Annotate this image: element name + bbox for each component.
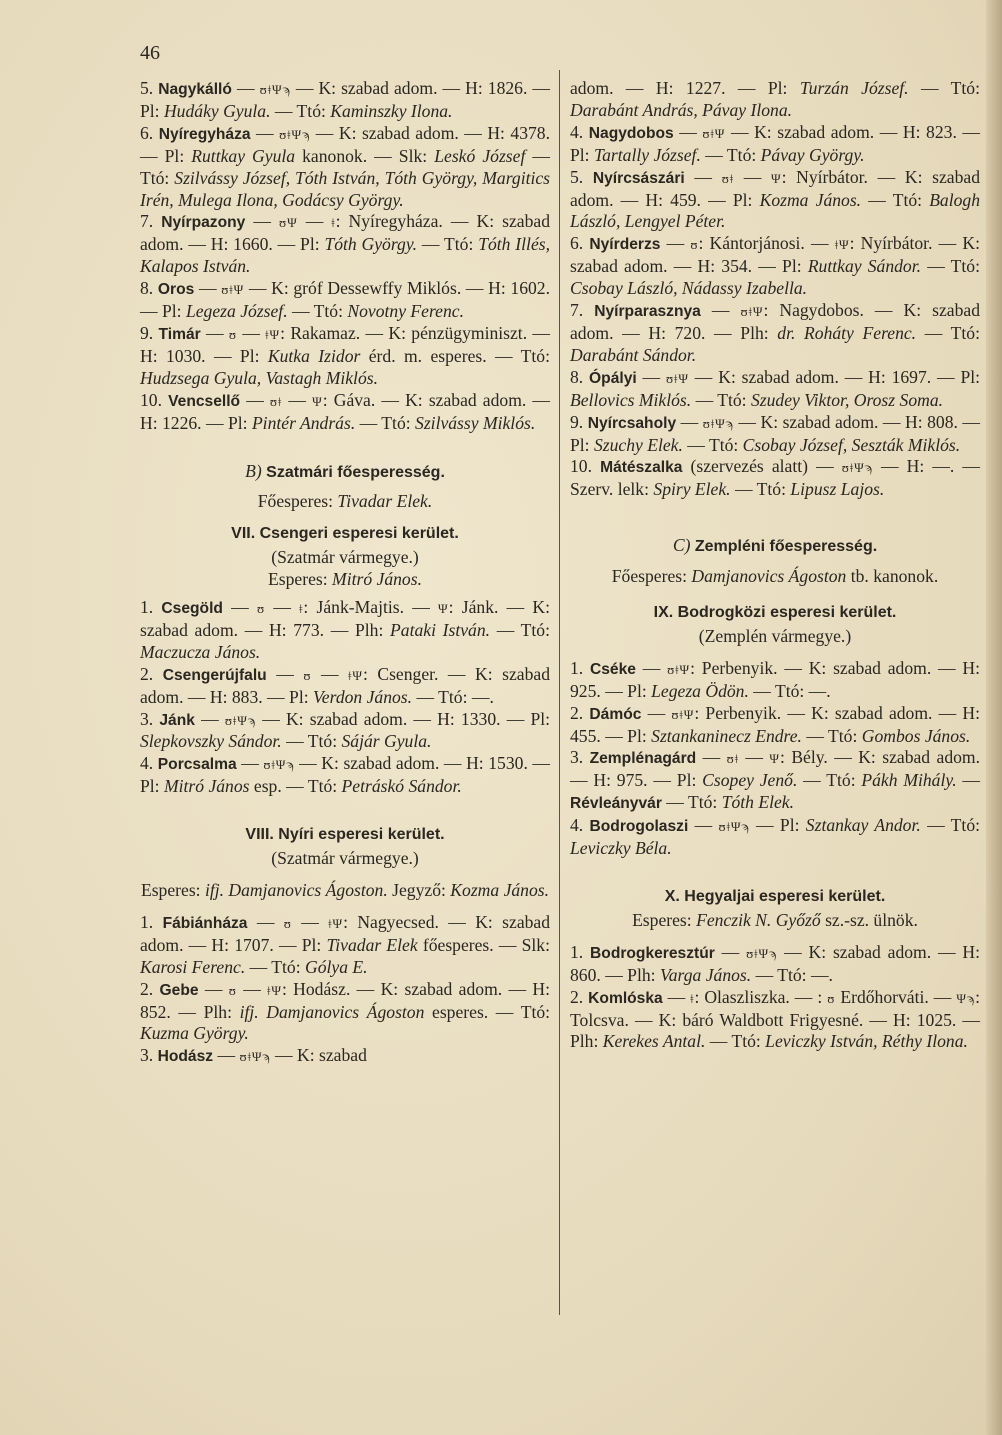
left-entries-a bbox=[140, 78, 550, 435]
parish-entry: 7. Nyírparasznya — ʊǂΨ: Nagydobos. — K: szabad adom. — H: 720. — Plh: dr. Roháty Ferenc. — Ttó: Darabánt Sándor. bbox=[570, 300, 981, 365]
district-vii-esperes: Esperes: Mitró János. bbox=[268, 569, 422, 590]
right-column bbox=[570, 78, 980, 1053]
parish-entry: 8. Ópályi — ʊǂΨ — K: szabad adom. — H: 1697. — Pl: Bellovics Miklós. — Ttó: Szudey Viktor, Orosz Soma. bbox=[570, 366, 981, 410]
parish-entry: 5. Nyírcsászári — ʊǂ — Ψ: Nyírbátor. — K: szabad adom. — H: 459. — Pl: Kozma János. — Ttó: Balogh László, Lengyel Péter. bbox=[570, 166, 981, 232]
parish-entry: 2. Komlóska — ǂ: Olaszliszka. — : ʊ Erdőhorváti. — Ψϡ: Tolcsva. — K: báró Waldbott Frigyesné. — H: 1025. — Plh: Kerekes Antal. — Ttó: Leviczky István, Réthy Ilona. bbox=[570, 986, 980, 1052]
parish-entry: 6. Nyírderzs — ʊ: Kántorjánosi. — ǂΨ: Nyírbátor. — K: szabad adom. — H: 354. — Pl: Ruttkay Sándor. — Ttó: Csobay László, Nádassy Izabella. bbox=[570, 233, 980, 299]
left-column bbox=[140, 78, 550, 1068]
parish-entry: 8. Oros — ʊǂΨ — K: gróf Dessewffy Miklós. — H: 1602. — Pl: Legeza József. — Ttó: Novotny Ferenc. bbox=[140, 278, 551, 322]
parish-entry: 9. Nyírcsaholy — ʊǂΨϡ — K: szabad adom. — H: 808. — Pl: Szuchy Elek. — Ttó: Csobay József, Seszták Miklós. bbox=[570, 411, 980, 455]
section-heading-c: C) Zempléni főesperesség. bbox=[672, 535, 878, 556]
parish-entry: 4. Nagydobos — ʊǂΨ — K: szabad adom. — H: 823. — Pl: Tartally József. — Ttó: Pávay György. bbox=[570, 121, 981, 165]
parish-entry: 1. Bodrogkeresztúr — ʊǂΨϡ — K: szabad adom. — H: 860. — Plh: Varga János. — Ttó: —. bbox=[570, 941, 980, 985]
district-ix-entries bbox=[570, 658, 980, 860]
parish-entry: 5. Nagykálló — ʊǂΨϡ — K: szabad adom. — H: 1826. — Pl: Hudáky Gyula. — Ttó: Kaminszky Ilona. bbox=[140, 78, 551, 121]
parish-entry: 2. Csengerújfalu — ʊ — ǂΨ: Csenger. — K: szabad adom. — H: 883. — Pl: Verdon János. — Ttó: —. bbox=[140, 663, 551, 707]
parish-entry: 2. Dámóc — ʊǂΨ: Perbenyik. — K: szabad adom. — H: 455. — Pl: Sztankaninecz Endre. — Ttó: Gombos János. bbox=[570, 702, 980, 746]
district-ix-county: (Zemplén vármegye.) bbox=[698, 625, 852, 646]
district-heading-vii: VII. Csengeri esperesi kerület. bbox=[231, 525, 459, 543]
foesperes-c: Főesperes: Damjanovics Ágoston tb. kanonok. bbox=[611, 566, 939, 587]
page-edge bbox=[986, 0, 1002, 1435]
parish-entry: 1. Fábiánháza — ʊ — ǂΨ: Nagyecsed. — K: szabad adom. — H: 1707. — Pl: Tivadar Elek főesperes. — Slk: Karosi Ferenc. — Ttó: Gólya E. bbox=[140, 911, 551, 977]
column-divider bbox=[559, 70, 560, 1315]
parish-entry: 7. Nyírpazony — ʊΨ — ǂ: Nyíregyháza. — K: szabad adom. — H: 1660. — Pl: Tóth György. — Ttó: Tóth Illés, Kalapos István. bbox=[140, 211, 550, 277]
parish-entry: 10. Mátészalka (szervezés alatt) — ʊǂΨϡ — H: —. — Szerv. lelk: Spiry Elek. — Ttó: Lipusz Lajos. bbox=[570, 456, 980, 500]
parish-entry: 2. Gebe — ʊ — ǂΨ: Hodász. — K: szabad adom. — H: 852. — Plh: ifj. Damjanovics Ágoston esperes. — Ttó: Kuzma György. bbox=[140, 978, 551, 1044]
parish-entry: 3. Hodász — ʊǂΨϡ — K: szabad bbox=[140, 1045, 367, 1066]
parish-entry: 4. Porcsalma — ʊǂΨϡ — K: szabad adom. — H: 1530. — Pl: Mitró János esp. — Ttó: Petráskó Sándor. bbox=[140, 753, 550, 797]
right-entries-a bbox=[570, 78, 980, 501]
district-viii-county: (Szatmár vármegye.) bbox=[271, 848, 419, 869]
parish-entry: 10. Vencsellő — ʊǂ — Ψ: Gáva. — K: szabad adom. — H: 1226. — Pl: Pintér András. — Ttó: Szilvássy Miklós. bbox=[140, 389, 551, 433]
parish-entry: 1. Cséke — ʊǂΨ: Perbenyik. — K: szabad adom. — H: 925. — Pl: Legeza Ödön. — Ttó: —. bbox=[570, 657, 981, 701]
parish-entry: 3. Jánk — ʊǂΨϡ — K: szabad adom. — H: 1330. — Pl: Slepkovszky Sándor. — Ttó: Sájár Gyula. bbox=[140, 708, 551, 752]
district-heading-x: X. Hegyaljai esperesi kerület. bbox=[664, 888, 886, 905]
district-viii-esperes: Esperes: ifj. Damjanovics Ágoston. Jegyző: Kozma János. bbox=[140, 880, 550, 900]
foesperes-b: Főesperes: Tivadar Elek. bbox=[257, 491, 433, 512]
parish-entry: adom. — H: 1227. — Pl: Turzán József. — Ttó: Darabánt András, Pávay Ilona. bbox=[570, 78, 980, 120]
district-vii-entries bbox=[140, 597, 550, 798]
parish-entry: 6. Nyíregyháza — ʊǂΨϡ — K: szabad adom. — H: 4378. — Pl: Ruttkay Gyula kanonok. — Slk: Leskó József — Ttó: Szilvássy József, Tóth István, Tóth György, Margitics Irén, Mulega Ilona, Godácsy György. bbox=[140, 122, 551, 210]
district-x-entries bbox=[570, 942, 980, 1054]
parish-entry: 9. Timár — ʊ — ǂΨ: Rakamaz. — K: pénzügyminiszt. — H: 1030. — Pl: Kutka Izidor érd. m. esperes. — Ttó: Hudzsega Gyula, Vastagh Miklós. bbox=[140, 322, 551, 388]
page-number: 46 bbox=[140, 42, 160, 64]
district-vii-county: (Szatmár vármegye.) bbox=[271, 547, 419, 568]
district-heading-viii: VIII. Nyíri esperesi kerület. bbox=[245, 826, 445, 844]
district-viii-entries bbox=[140, 912, 550, 1068]
section-heading-b: B) Szatmári főesperesség. bbox=[245, 460, 445, 481]
district-heading-ix: IX. Bodrogközi esperesi kerület. bbox=[653, 604, 897, 622]
parish-entry: 3. Zemplénagárd — ʊǂ — Ψ: Bély. — K: szabad adom. — H: 975. — Pl: Csopey Jenő. — Ttó: Pákh Mihály. — Révleányvár — Ttó: Tóth Elek. bbox=[570, 747, 981, 813]
parish-entry: 1. Csegöld — ʊ — ǂ: Jánk-Majtis. — Ψ: Jánk. — K: szabad adom. — H: 773. — Plh: Pataki István. — Ttó: Maczucza János. bbox=[140, 597, 551, 662]
district-x-esperes: Esperes: Fenczik N. Győző sz.-sz. ülnök. bbox=[632, 909, 918, 930]
parish-entry: 4. Bodrogolaszi — ʊǂΨϡ — Pl: Sztankay Andor. — Ttó: Leviczky Béla. bbox=[570, 815, 981, 859]
